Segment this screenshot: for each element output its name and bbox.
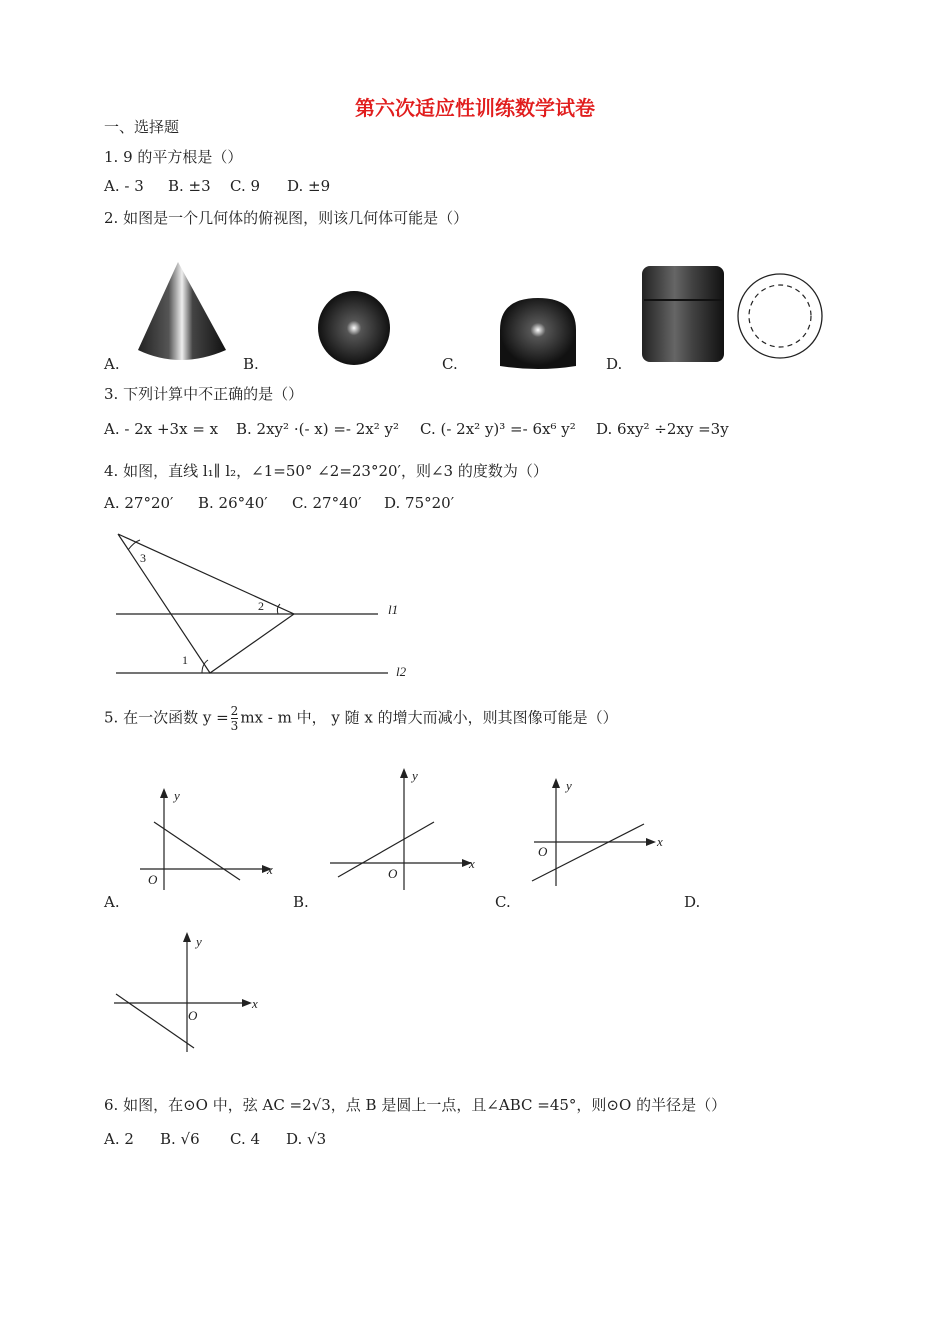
line-l2-label: l2 [396,664,407,679]
q5-fraction [231,704,239,733]
question-4-stem: 4. 如图，直线 l₁∥ l₂，∠1=50° ∠2=23°20′，则∠3 的度数为（） [104,462,548,480]
q6-option-a: A. 2 [104,1130,134,1148]
graph-c-y-label: y [566,778,572,793]
sphere-figure [316,290,392,366]
graph-d-y-label: y [196,934,202,949]
q3-option-b: B. 2xy² ·(- x) =- 2x² y² [236,420,400,438]
line-l1-label: l1 [388,602,399,617]
q5-fraction-denominator: 3 [230,719,239,733]
parallel-lines-figure [110,528,420,684]
graph-b-x-label: x [469,856,475,871]
graph-d-x-label: x [252,996,258,1011]
q5-stem-suffix: mx - m 中， y 随 x 的增大而减小，则其图像可能是（） [240,708,618,727]
q3-option-a: A. - 2x +3x = x [104,420,219,438]
q5-option-c: C. [495,893,511,911]
q5-option-d: D. [684,893,701,911]
graph-d [110,930,266,1054]
q4-option-a: A. 27°20′ [104,494,174,512]
top-view-figure [736,272,826,362]
q3-option-d: D. 6xy² ÷2xy =3y [596,420,729,438]
graph-c-origin-label: O [538,844,548,859]
graph-c-x-label: x [657,834,663,849]
question-3-stem: 3. 下列计算中不正确的是（） [104,385,304,403]
question-5-stem [104,704,618,733]
graph-d-origin-label: O [188,1008,198,1023]
q5-stem-prefix: 5. 在一次函数 y = [104,708,229,727]
q1-option-c: C. 9 [230,177,261,195]
q4-option-b: B. 26°40′ [198,494,268,512]
angle-3-label: 3 [140,551,146,565]
q1-option-d: D. ±9 [287,177,331,195]
angle-2-label: 2 [258,599,264,613]
q1-option-a: A. - 3 [104,177,144,195]
page-title: 第六次适应性训练数学试卷 [355,96,595,120]
hemisphere-figure [498,296,578,370]
angle-1-label: 1 [182,653,188,667]
question-6-stem: 6. 如图，在⊙O 中，弦 AC =2√3，点 B 是圆上一点，且∠ABC =45°，则⊙O 的半径是（） [104,1096,727,1114]
graph-a-origin-label: O [148,872,158,887]
q5-fraction-numerator: 2 [230,704,239,718]
q2-option-c: C. [442,355,458,373]
q2-option-d: D. [606,355,623,373]
q3-option-c: C. (- 2x² y)³ =- 6x⁶ y² [420,420,576,438]
graph-c [530,776,672,888]
graph-b-y-label: y [412,768,418,783]
q2-option-a: A. [104,355,120,373]
section-heading: 一、选择题 [104,118,180,136]
q6-option-c: C. 4 [230,1130,261,1148]
q5-option-a: A. [104,893,120,911]
q1-option-b: B. ±3 [168,177,211,195]
graph-b [326,766,482,890]
q6-option-d: D. √3 [286,1130,327,1148]
q5-option-b: B. [293,893,309,911]
graph-a [134,786,282,892]
q4-option-c: C. 27°40′ [292,494,362,512]
cone-figure [130,258,230,368]
question-2-stem: 2. 如图是一个几何体的俯视图，则该几何体可能是（） [104,209,469,227]
q2-option-b: B. [243,355,259,373]
question-1-stem: 1. 9 的平方根是（） [104,148,243,166]
q4-option-d: D. 75°20′ [384,494,455,512]
q6-option-b: B. √6 [160,1130,200,1148]
graph-b-origin-label: O [388,866,398,881]
graph-a-y-label: y [174,788,180,803]
cylinder-figure [640,262,726,366]
graph-a-x-label: x [267,862,273,877]
